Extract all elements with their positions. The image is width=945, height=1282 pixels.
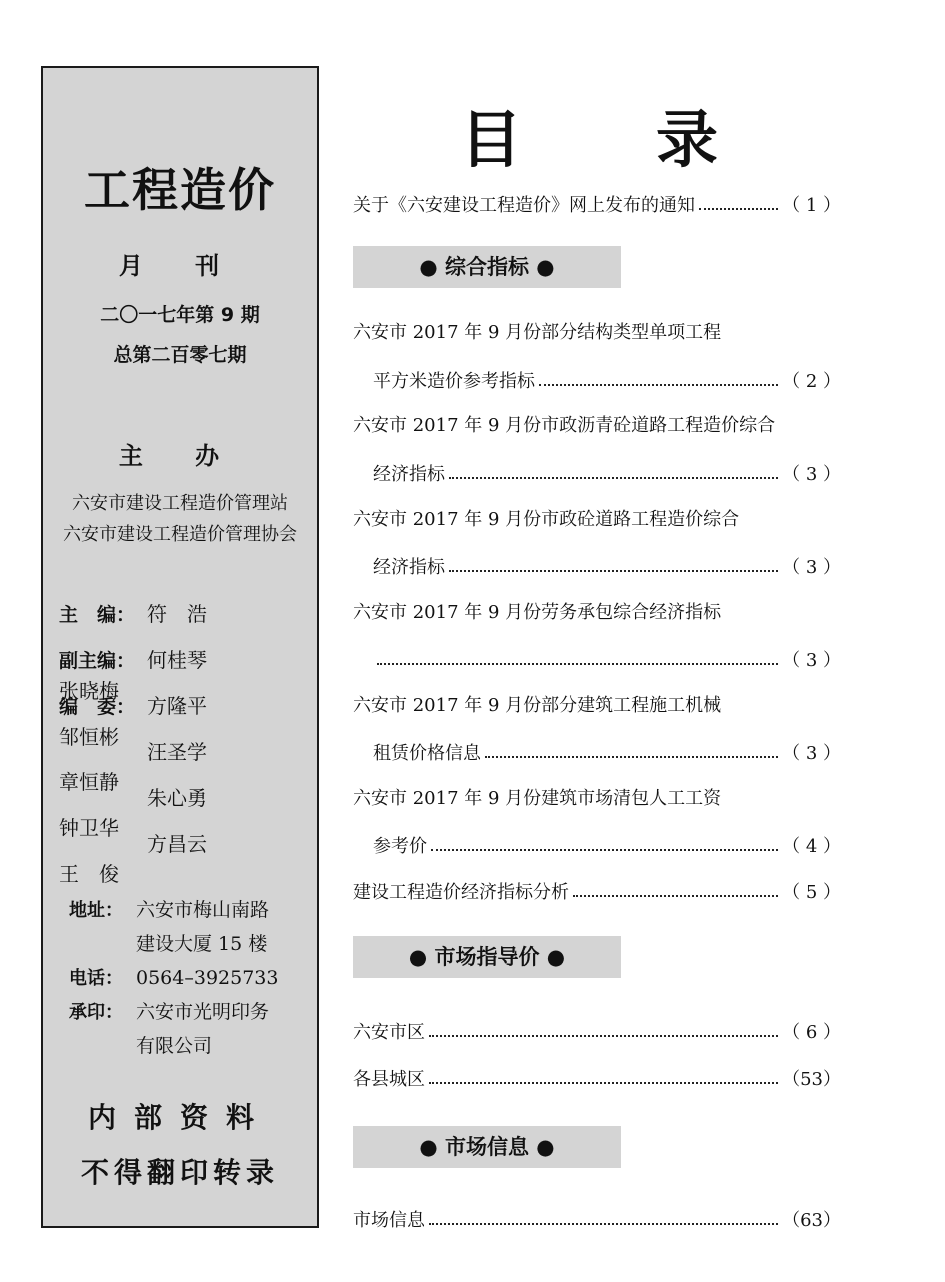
toc-page-number: （ 3 ） (782, 464, 841, 485)
toc-entry-title[interactable]: 六安市 2017 年 9 月份部分建筑工程施工机械 (353, 695, 722, 716)
dot-leader (449, 477, 778, 479)
toc-entry-title: 经济指标 (373, 464, 445, 485)
toc-heading-char: 目 (460, 103, 523, 176)
toc-entry-title: 市场信息 (353, 1210, 425, 1231)
toc-page-number: （ 3 ） (782, 557, 841, 578)
staff-name: 张晓梅 (59, 679, 119, 703)
staff-row-committee (59, 783, 317, 840)
toc-page-number: （ 3 ） (782, 743, 841, 764)
section-header-market-guide-price: ● 市场指导价 ● (353, 936, 621, 978)
no-reprint-notice: 不得翻印转录 (80, 1156, 279, 1189)
staff-name: 章恒静 (59, 770, 119, 794)
toc-entry[interactable] (373, 645, 841, 673)
toc-entry-title: 租赁价格信息 (373, 743, 481, 764)
toc-entry[interactable] (373, 831, 841, 859)
toc-entry[interactable] (353, 1064, 841, 1092)
staff-name: 方隆平 (147, 694, 207, 718)
staff-row-chief-editor (59, 599, 239, 629)
printer-line-2: 有限公司 (136, 1035, 213, 1057)
phone-row (69, 963, 278, 994)
address-label: 地址： (69, 900, 123, 921)
toc-page-number: （63） (782, 1210, 841, 1231)
printer-row-2 (69, 1031, 212, 1061)
staff-name: 符 浩 (147, 602, 207, 626)
section-header-market-info: ● 市场信息 ● (353, 1126, 621, 1168)
address-row (69, 895, 269, 926)
phone-label: 电话： (69, 968, 123, 989)
toc-entry-title[interactable]: 六安市 2017 年 9 月份部分结构类型单项工程 (353, 322, 722, 343)
staff-name: 钟卫华 (59, 816, 119, 840)
toc-page-number: （ 4 ） (782, 836, 841, 857)
sponsor-heading: 主 办 (118, 442, 242, 470)
phone-number: 0564–3925733 (136, 967, 279, 989)
dot-leader (485, 756, 778, 758)
sponsor-2: 六安市建设工程造价管理协会 (63, 524, 297, 545)
toc-page-number: （ 6 ） (782, 1022, 841, 1043)
toc-page-number: （ 2 ） (782, 371, 841, 392)
periodicity: 月 刊 (118, 252, 242, 280)
toc-entry-title: 参考价 (373, 836, 427, 857)
printer-line-1: 六安市光明印务 (136, 1001, 270, 1023)
staff-name: 方昌云 (147, 832, 207, 856)
dot-leader (429, 1035, 778, 1037)
staff-row-committee (59, 829, 317, 886)
address-line-1: 六安市梅山南路 (136, 899, 270, 921)
toc-page-number: （ 3 ） (782, 650, 841, 671)
staff-label: 主 编： (59, 604, 136, 626)
toc-entry-title: 经济指标 (373, 557, 445, 578)
dot-leader (431, 849, 778, 851)
toc-entry[interactable] (353, 877, 841, 905)
masthead-panel (41, 66, 319, 1228)
toc-page-number: （53） (782, 1069, 841, 1090)
address-line-2: 建设大厦 15 楼 (136, 933, 268, 955)
total-issue-number: 总第二百零七期 (113, 344, 247, 366)
toc-entry[interactable] (373, 366, 841, 394)
section-header-composite-indicators: ● 综合指标 ● (353, 246, 621, 288)
toc-heading-char: 录 (656, 103, 719, 176)
toc-page-number: （ 1 ） (782, 195, 841, 216)
toc-entry-intro[interactable] (353, 190, 841, 218)
staff-name: 朱心勇 (147, 786, 207, 810)
printer-label: 承印： (69, 1002, 123, 1023)
staff-row-committee (59, 691, 317, 749)
dot-leader (429, 1082, 778, 1084)
toc-entry[interactable] (353, 1205, 841, 1233)
staff-name: 王 俊 (59, 862, 119, 886)
toc-entry-title: 建设工程造价经济指标分析 (353, 882, 569, 903)
toc-entry-title[interactable]: 六安市 2017 年 9 月份建筑市场清包人工工资 (353, 788, 722, 809)
dot-leader (573, 895, 778, 897)
dot-leader (699, 208, 778, 210)
toc-entry-title[interactable]: 六安市 2017 年 9 月份市政砼道路工程造价综合 (353, 509, 740, 530)
toc-entry-title: 平方米造价参考指标 (373, 371, 535, 392)
toc-entry[interactable] (353, 1017, 841, 1045)
toc-entry-title: 各县城区 (353, 1069, 425, 1090)
dot-leader (539, 384, 778, 386)
toc-entry-title[interactable]: 六安市 2017 年 9 月份劳务承包综合经济指标 (353, 602, 722, 623)
address-row-2 (69, 929, 267, 959)
toc-entry[interactable] (373, 552, 841, 580)
issue-number: 二〇一七年第 9 期 (100, 304, 260, 326)
toc-heading (460, 90, 740, 176)
toc-page-number: （ 5 ） (782, 882, 841, 903)
printer-row (69, 997, 269, 1028)
staff-name: 邹恒彬 (59, 725, 119, 749)
staff-name: 汪圣学 (147, 740, 207, 764)
dot-leader (429, 1223, 778, 1225)
toc-entry-title: 关于《六安建设工程造价》网上发布的通知 (353, 195, 695, 216)
toc-entry-title: 六安市区 (353, 1022, 425, 1043)
sponsor-1: 六安市建设工程造价管理站 (72, 493, 288, 514)
toc-entry[interactable] (373, 738, 841, 766)
staff-row-committee (59, 737, 317, 794)
dot-leader (449, 570, 778, 572)
dot-leader (377, 663, 778, 665)
journal-title: 工程造价 (84, 163, 276, 217)
internal-material-notice: 内部资料 (87, 1101, 272, 1134)
staff-row-deputy-editor (59, 645, 317, 703)
staff-name: 何桂琴 (147, 648, 207, 672)
staff-label: 编 委： (59, 696, 136, 718)
toc-entry-title[interactable]: 六安市 2017 年 9 月份市政沥青砼道路工程造价综合 (353, 415, 776, 436)
toc-entry[interactable] (373, 459, 841, 487)
staff-label: 副主编： (59, 650, 136, 672)
